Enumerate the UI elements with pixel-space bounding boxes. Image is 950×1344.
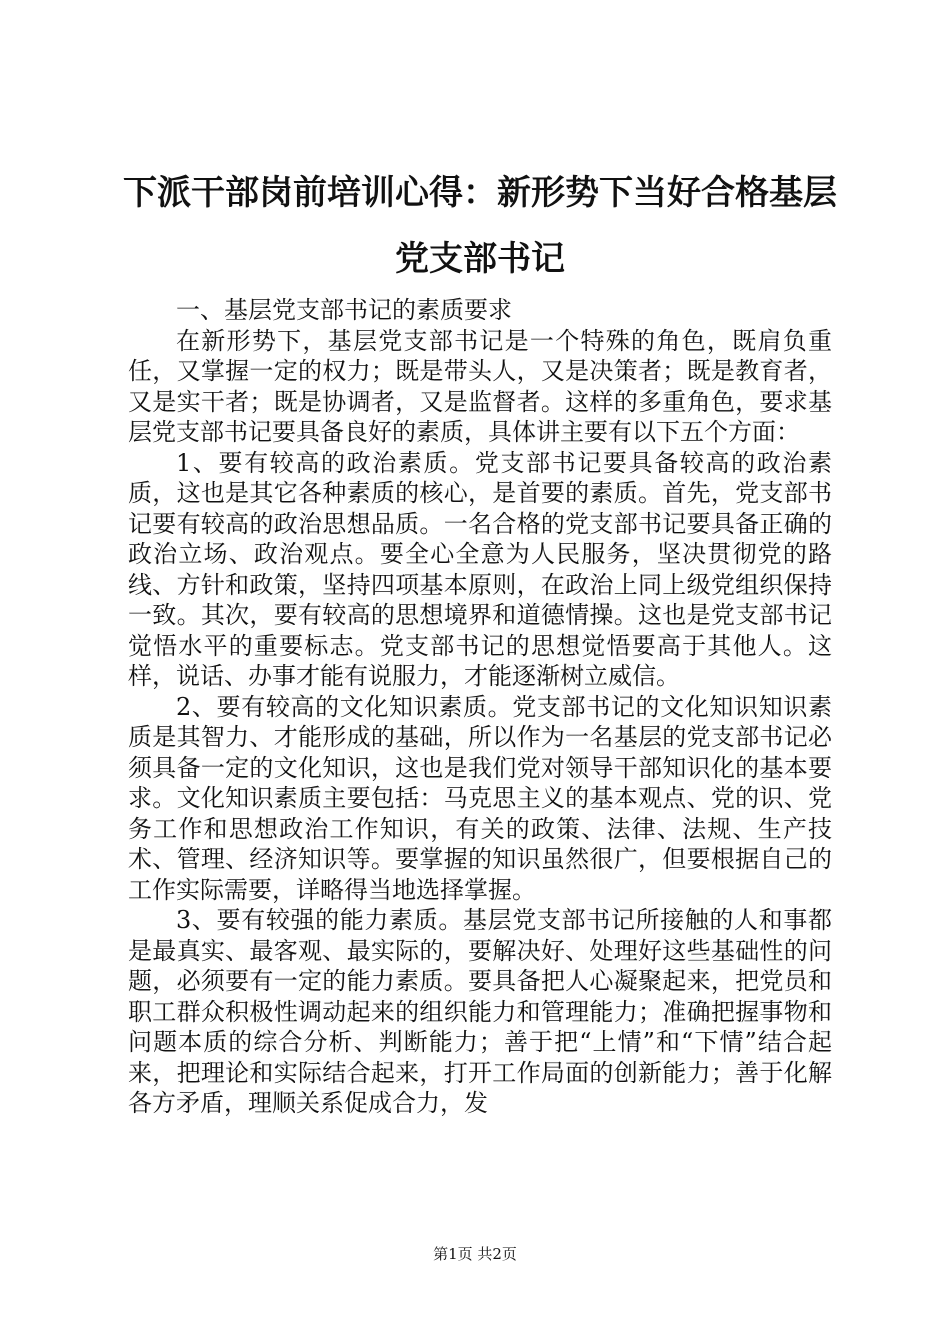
document-title: 下派干部岗前培训心得：新形势下当好合格基层党支部书记 — [123, 173, 837, 279]
paragraph-cultural-quality: 2、要有较高的文化知识素质。党支部书记的文化知识知识素质是其智力、才能形成的基础，所以作为一名基层的党支部书记必须具备一定的文化知识，这也是我们党对领导干部知识化的基本要求。文化知识素质主要包括：马克思主义的基本观点、党的识、党务工作和思想政治工作知识，有关的政策、法律、法规、生产技术、管理、经济知识等。要掌握的知识虽然很广，但要根据自己的工作实际需要，详略得当地选择掌握。 — [128, 692, 832, 904]
page-footer: 第1页 共2页 — [433, 1245, 517, 1263]
paragraph-political-quality: 1、要有较高的政治素质。党支部书记要具备较高的政治素质，这也是其它各种素质的核心，是首要的素质。首先，党支部书记要有较高的政治思想品质。一名合格的党支部书记要具备正确的政治立场、政治观点。要全心全意为人民服务，坚决贯彻党的路线、方针和政策，坚持四项基本原则，在政治上同上级党组织保持一致。其次，要有较高的思想境界和道德情操。这也是党支部书记觉悟水平的重要标志。党支部书记的思想觉悟要高于其他人。这样，说话、办事才能有说服力，才能逐渐树立威信。 — [128, 448, 832, 690]
document-body — [128, 295, 832, 1119]
paragraph-ability-quality: 3、要有较强的能力素质。基层党支部书记所接触的人和事都是最真实、最客观、最实际的，要解决好、处理好这些基础性的问题，必须要有一定的能力素质。要具备把人心凝聚起来，把党员和职工群众积极性调动起来的组织能力和管理能力；准确把握事物和问题本质的综合分析、判断能力；善于把“上情”和“下情”结合起来，把理论和实际结合起来，打开工作局面的创新能力；善于化解各方矛盾，理顺关系促成合力，发 — [128, 906, 832, 1117]
paragraph-intro: 在新形势下，基层党支部书记是一个特殊的角色，既肩负重任，又掌握一定的权力；既是带头人，又是决策者；既是教育者，又是实干者；既是协调者，又是监督者。这样的多重角色，要求基层党支部书记要具备良好的素质，具体讲主要有以下五个方面： — [128, 326, 832, 446]
section-heading: 一、基层党支部书记的素质要求 — [176, 296, 512, 324]
